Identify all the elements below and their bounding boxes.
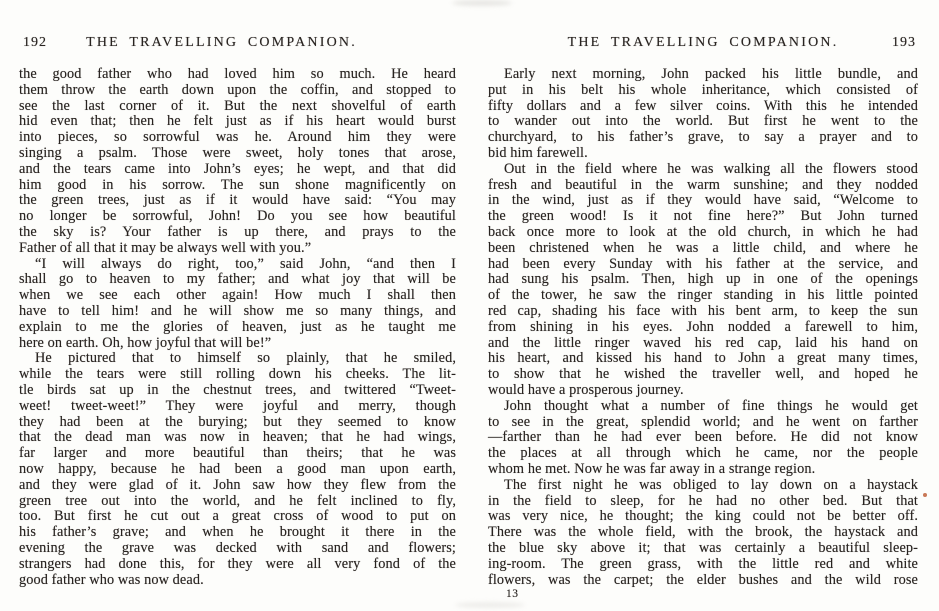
text-line: see the last corner of it. But the next shovelful of earth — [19, 97, 456, 114]
text-line: green tree out into the world, and he felt inclined to fly, — [19, 492, 456, 509]
running-header-left — [19, 35, 456, 52]
text-line: have to tell him! and he will show me so many things, and — [19, 302, 456, 319]
text-line: the good father who had loved him so much. He heard — [19, 66, 456, 82]
text-line: Father of all that it may be always well with you.” — [19, 239, 312, 256]
text-line: far larger and more beautiful than theirs; that he was — [19, 445, 456, 462]
text-line: put in his belt his whole inheritance, which consisted of — [488, 81, 918, 98]
running-title-left: THE TRAVELLING COMPANION. — [86, 35, 357, 50]
text-line: the sky is? Your father is up there, and prays to the — [19, 223, 456, 240]
text-line: him good in his sorrow. The sun shone magnificently on — [19, 176, 456, 193]
text-line: “I will always do right, too,” said John, “and then I — [35, 255, 456, 272]
text-line: good father who was now dead. — [19, 571, 204, 588]
text-line: bid him farewell. — [488, 144, 588, 161]
text-line: Out in the field where he was walking all the flowers stood — [504, 160, 918, 177]
text-line: into pieces, so sorrowful was he. Around him they were — [19, 129, 456, 146]
page-number-left: 192 — [23, 35, 47, 50]
page-number-right: 193 — [892, 35, 916, 50]
text-line: now happy, because he had been a good man upon earth, — [19, 460, 456, 477]
text-line: —farther than he had ever been before. He did not know — [488, 429, 918, 446]
text-line: that the dead man was now in heaven; that he had wings, — [19, 429, 456, 446]
text-line: here on earth. Oh, how joyful that will be!” — [19, 334, 272, 351]
text-line: would have a prosperous journey. — [488, 381, 684, 398]
text-line: them throw the earth down upon the coffin, and stopped to — [19, 81, 456, 98]
text-line: and they were glad of it. John saw how they flew from the — [19, 476, 456, 493]
text-line: and the little ringer waved his red cap, laid his hand on — [488, 334, 918, 351]
text-line: his father’s grave; and when he brought it there in the — [19, 524, 456, 541]
text-line: the places at all through which he came, nor the people — [488, 445, 918, 462]
running-header-right — [488, 35, 918, 52]
text-line: tle birds sat up in the chestnut trees, and twittered “Tweet- — [19, 381, 456, 398]
text-line: to show that he wished the traveller well, and hoped he — [488, 366, 918, 383]
text-line: There was the whole field, with the brook, the haystack and — [488, 524, 918, 541]
text-line: hid even that; then he felt just as if his heart would burst — [19, 113, 456, 130]
text-line: was very nice, he thought; the king could not be better off. — [488, 508, 918, 525]
text-line: the green wood! Is it not fine here?” But John turned — [488, 208, 918, 225]
text-line: when we see each other again! How much I shall then — [19, 287, 456, 304]
text-line: fresh and beautiful in the warm sunshine; and they nodded — [488, 176, 918, 193]
text-line: whom he met. Now he was far away in a strange region. — [488, 460, 816, 477]
text-line: from shining in his eyes. John nodded a farewell to him, — [488, 318, 918, 335]
running-title-right: THE TRAVELLING COMPANION. — [567, 35, 839, 50]
page-left — [19, 0, 456, 611]
text-line: while the tears were still rolling down his cheeks. The lit- — [19, 366, 456, 383]
text-line: He pictured that to himself so plainly, that he smiled, — [35, 350, 456, 367]
signature-mark: 13 — [506, 588, 519, 600]
text-column-left — [19, 67, 456, 588]
text-line: to wander out into the world. But first he went to the — [488, 113, 918, 130]
text-line: ing-room. The green grass, with the little red and white — [488, 555, 918, 572]
text-line: flowers, was the carpet; the elder bushes and the wild rose — [488, 571, 918, 588]
text-line: had sung his psalm. Then, high up in one of the openings — [488, 271, 918, 288]
text-column-right — [488, 67, 918, 588]
text-line: evening the grave was decked with sand and flowers; — [19, 539, 456, 556]
text-line: too. But first he cut out a great cross of wood to put on — [19, 508, 456, 525]
text-line: and the tears came into John’s eyes; he wept, and that did — [19, 160, 456, 177]
text-line: singing a psalm. Those were sweet, holy tones that arose, — [19, 144, 456, 161]
text-line: had been every Sunday with his father at the service, and — [488, 255, 918, 272]
text-line: back once more to look at the old church, in which he had — [488, 223, 918, 240]
text-line: of the tower, he saw the ringer standing in his little pointed — [488, 287, 918, 304]
text-line: in the field to sleep, for he had no other bed. But that — [488, 492, 918, 509]
text-line: Early next morning, John packed his little bundle, and — [504, 66, 918, 82]
text-line: the green trees, just as if it would have said: “You may — [19, 192, 456, 209]
text-line: red cap, shading his face with his bent arm, to keep the sun — [488, 302, 918, 319]
page-right — [488, 0, 918, 611]
text-line: shall go to heaven to my father; and what joy that will be — [19, 271, 456, 288]
text-line: they had been at the burying; but they seemed to know — [19, 413, 456, 430]
text-line: The first night he was obliged to lay down on a haystack — [504, 476, 918, 493]
text-line: churchyard, to his father’s grave, to say a prayer and to — [488, 129, 918, 146]
text-line: explain to me the glories of heaven, just as he taught me — [19, 318, 456, 335]
text-line: John thought what a number of fine things he would get — [504, 397, 918, 414]
text-line: no longer be sorrowful, John! Do you see how beautiful — [19, 208, 456, 225]
text-line: weet! tweet-weet!” They were joyful and merry, though — [19, 397, 456, 414]
text-line: to see in the great, splendid world; and he went on farther — [488, 413, 918, 430]
text-line: in the wind, just as if they would have said, “Welcome to — [488, 192, 918, 209]
text-line: fifty dollars and a few silver coins. With this he intended — [488, 97, 918, 114]
text-line: his heart, and kissed his hand to John a great many times, — [488, 350, 918, 367]
text-line: the blue sky above it; that was certainly a beautiful sleep- — [488, 539, 918, 556]
scan-artifact-dot — [923, 493, 927, 497]
text-line: been christened when he was a little child, and where he — [488, 239, 918, 256]
text-line: strangers had done this, for they were all very fond of the — [19, 555, 456, 572]
